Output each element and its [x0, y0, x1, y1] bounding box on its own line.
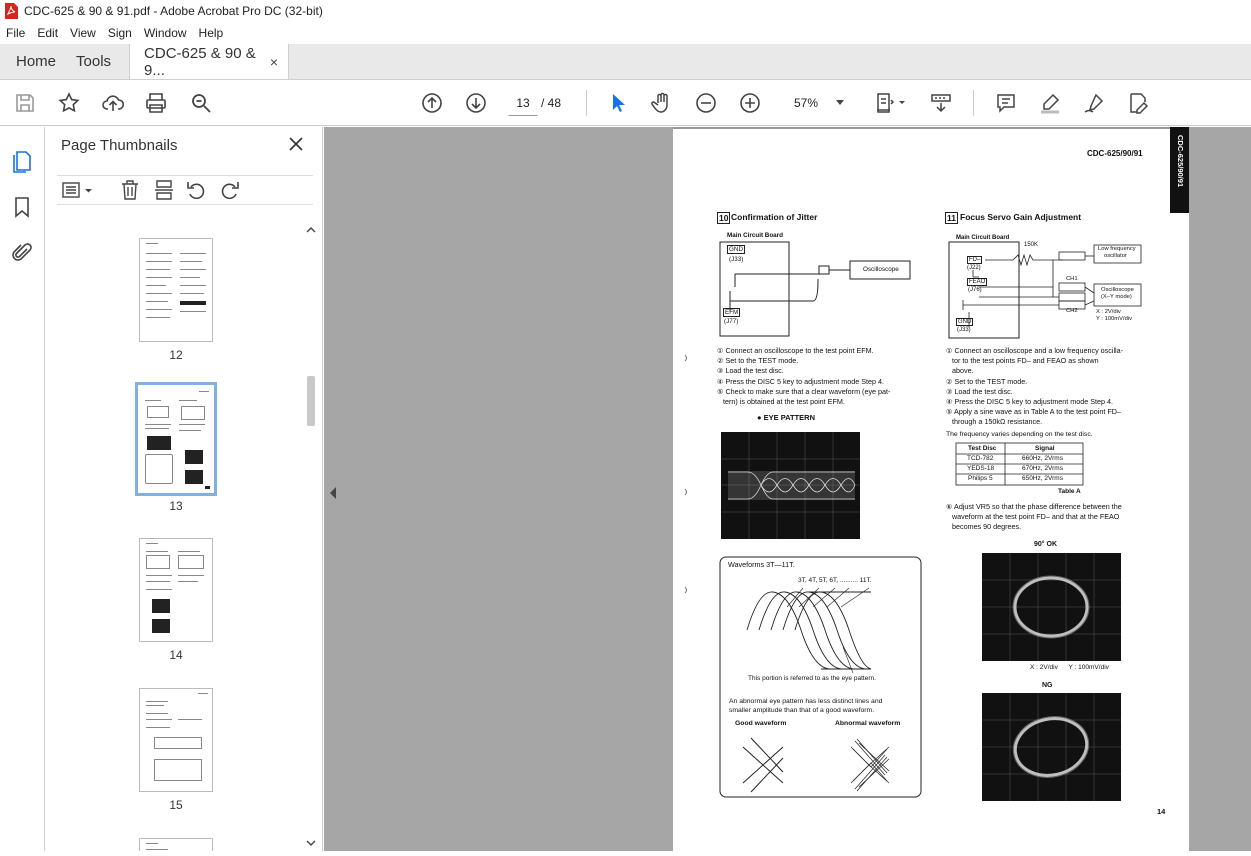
pdf-page	[673, 127, 1189, 851]
right-scope-label: Oscilloscope	[1101, 287, 1134, 293]
thumbnail-label-13: 13	[169, 499, 183, 513]
zoom-level-value: 57%	[794, 96, 819, 110]
table-header-disc: Test Disc	[968, 445, 997, 452]
table-header-signal: Signal	[1035, 445, 1055, 452]
close-tab-icon[interactable]: ×	[269, 53, 279, 70]
page-thumbnails-icon[interactable]	[10, 149, 34, 173]
ch1-label: CH1	[1066, 276, 1078, 282]
frequency-note: The frequency varies depending on the test disc.	[946, 431, 1093, 438]
rotate-right-icon[interactable]	[219, 179, 241, 206]
close-panel-icon[interactable]	[289, 135, 303, 156]
scroll-mode-icon[interactable]	[928, 90, 954, 116]
extract-page-icon[interactable]	[153, 179, 175, 206]
right-step-6b: waveform at the test point FD– and that at the FEAO	[946, 512, 1120, 521]
left-j33-label: (J33)	[729, 256, 744, 263]
upload-cloud-icon[interactable]	[100, 90, 126, 116]
attachments-icon[interactable]	[10, 241, 34, 265]
thumbnail-list	[55, 222, 310, 851]
tab-document[interactable]	[129, 44, 289, 79]
thumbnail-toolbar	[57, 175, 313, 205]
menu-sign[interactable]: Sign	[107, 26, 132, 40]
right-step-1b: tor to the test points FD– and FEAO as shown	[946, 356, 1099, 366]
left-board-label: Main Circuit Board	[727, 232, 783, 239]
ng-label: NG	[1042, 682, 1053, 689]
panel-title: Page Thumbnails	[61, 137, 178, 154]
left-step-1: ① Connect an oscilloscope to the test point EFM.	[717, 346, 874, 355]
menu-bar	[0, 22, 1251, 44]
toolbar-divider	[586, 90, 587, 116]
table-row-3-disc: Philips 5	[968, 475, 993, 482]
page-thumbnails-panel	[45, 127, 323, 851]
menu-help[interactable]: Help	[198, 26, 224, 40]
tab-home[interactable]: Home	[16, 53, 57, 70]
save-icon[interactable]	[12, 90, 38, 116]
lfo-label-2: oscillator	[1104, 253, 1127, 259]
side-tab-label: CDC-625/90/91	[1176, 135, 1185, 188]
section-number-11: 11	[947, 213, 956, 223]
right-step-1c: above.	[946, 366, 974, 376]
thumbnail-page-14[interactable]	[139, 538, 213, 642]
abnormal-note-1: An abnormal eye pattern has less distinct lines and	[729, 698, 883, 705]
right-step-4: ④ Press the DISC 5 key to adjustment mode Step 4.	[946, 397, 1114, 407]
abnormal-waveform-label: Abnormal waveform	[835, 720, 901, 727]
section-title-jitter: Confirmation of Jitter	[731, 212, 818, 222]
left-gnd-label: GND	[729, 246, 743, 253]
right-fd-label: FD–	[969, 257, 981, 263]
thumbnail-page-15[interactable]	[139, 688, 213, 792]
tab-bar	[0, 44, 1251, 80]
abnormal-note-2: smaller amplitude than that of a good waveform.	[729, 707, 875, 714]
left-step-4: ④ Press the DISC 5 key to adjustment mode Step 4.	[717, 376, 885, 386]
menu-window[interactable]: Window	[143, 26, 187, 40]
resistor-label: 150K	[1024, 242, 1039, 248]
right-step-3: ③ Load the test disc.	[946, 386, 1013, 396]
menu-view[interactable]: View	[70, 26, 96, 40]
waveforms-title: Waveforms 3T—11T.	[728, 560, 795, 569]
tab-document-label: CDC-625 & 90 & 9...	[144, 44, 256, 79]
right-scope-mode: (X–Y mode)	[1101, 294, 1132, 300]
zoom-level-select[interactable]	[786, 90, 850, 116]
sign-pen-icon[interactable]	[1081, 90, 1107, 116]
right-step-2: ② Set to the TEST mode.	[946, 376, 1028, 386]
delete-page-icon[interactable]	[119, 179, 141, 206]
tab-tools[interactable]: Tools	[76, 53, 112, 70]
select-cursor-icon[interactable]	[605, 90, 631, 116]
ok-label: 90° OK	[1034, 541, 1058, 548]
lfo-label: Low frequency	[1098, 246, 1136, 252]
thumbnail-page-16[interactable]	[139, 838, 213, 851]
left-scope-label: Oscilloscope	[863, 266, 899, 273]
table-row-1-signal: 660Hz, 2Vrms	[1022, 455, 1063, 462]
table-caption: Table A	[1058, 488, 1081, 495]
bookmarks-icon[interactable]	[10, 195, 34, 219]
good-waveform-label: Good waveform	[735, 720, 787, 727]
thumbnail-page-12[interactable]	[139, 238, 213, 342]
zoom-out-icon[interactable]	[693, 90, 719, 116]
page-total: / 48	[541, 96, 562, 110]
menu-edit[interactable]: Edit	[37, 26, 59, 40]
bookmark-star-icon[interactable]	[56, 90, 82, 116]
table-row-3-signal: 650Hz, 2Vrms	[1022, 475, 1063, 482]
left-navigation-rail	[0, 127, 45, 851]
toolbar-divider	[973, 90, 974, 116]
thumbnail-label-14: 14	[169, 648, 183, 662]
left-step-2: ② Set to the TEST mode.	[717, 356, 799, 366]
xdiv-label: X : 2V/div	[1096, 309, 1121, 315]
collapse-panel-icon[interactable]	[328, 486, 338, 500]
acrobat-pdf-icon	[4, 3, 18, 19]
left-step-3: ③ Load the test disc.	[717, 366, 784, 376]
thumbnail-page-13[interactable]	[135, 382, 217, 496]
right-gnd-label: GND	[958, 319, 972, 325]
ok-axes-label: X : 2V/div Y : 100mV/div	[1030, 664, 1109, 671]
page-number: 14	[1157, 807, 1166, 816]
left-steps	[717, 346, 927, 407]
thumbnail-options-icon[interactable]	[61, 179, 95, 206]
section-number-10: 10	[719, 213, 729, 223]
edit-pdf-icon[interactable]	[1125, 90, 1151, 116]
right-steps	[946, 346, 1156, 428]
ydiv-label: Y : 100mV/div	[1096, 316, 1132, 322]
left-step-5: ⑤ Check to make sure that a clear waveform (eye pat-	[717, 386, 891, 396]
next-page-icon[interactable]	[463, 90, 489, 116]
right-j33-label: (J33)	[957, 327, 971, 333]
print-icon[interactable]	[143, 90, 169, 116]
chevron-down-icon	[836, 100, 844, 106]
ch2-label: CH2	[1066, 308, 1078, 314]
menu-file[interactable]: File	[6, 26, 26, 40]
hand-tool-icon[interactable]	[649, 90, 675, 116]
right-board-label: Main Circuit Board	[956, 235, 1010, 241]
right-step-5b: through a 150kΩ resistance.	[946, 417, 1043, 427]
eye-pattern-note: This portion is referred to as the eye pattern.	[748, 675, 876, 682]
left-step-5b: tern) is obtained at the test point EFM.	[717, 397, 845, 407]
page-header: CDC-625/90/91	[1087, 149, 1143, 158]
thumbnail-scrollbar[interactable]	[303, 222, 319, 851]
highlight-pen-icon[interactable]	[1037, 90, 1063, 116]
main-toolbar	[0, 80, 1251, 126]
title-bar	[0, 0, 1251, 22]
zoom-in-icon[interactable]	[737, 90, 763, 116]
previous-page-icon[interactable]	[419, 90, 445, 116]
right-feao-label: FEAO	[969, 279, 986, 285]
page-number-input[interactable]: 13	[508, 90, 538, 116]
right-step-5: ⑤ Apply a sine wave as in Table A to the test point FD–	[946, 407, 1121, 417]
table-row-2-signal: 670Hz, 2Vrms	[1022, 465, 1063, 472]
waveforms-subtitle: 3T, 4T, 5T, 6T, .......... 11T.	[798, 577, 872, 584]
right-step-1: ① Connect an oscilloscope and a low frequency oscilla-	[946, 346, 1124, 355]
right-step-6c: becomes 90 degrees.	[946, 522, 1022, 531]
section-title-focus: Focus Servo Gain Adjustment	[960, 212, 1082, 222]
rotate-left-icon[interactable]	[185, 179, 207, 206]
table-row-2-disc: YEDS-18	[967, 465, 995, 472]
eye-pattern-title: ● EYE PATTERN	[757, 413, 816, 422]
right-j22-label: (J22)	[967, 265, 981, 271]
thumbnail-label-15: 15	[169, 798, 183, 812]
table-row-1-disc: TCD-782	[967, 455, 994, 462]
right-step-6a: ⑥ Adjust VR5 so that the phase difference between the	[946, 502, 1122, 511]
right-j76-label: (J76)	[968, 287, 982, 293]
page-fit-icon[interactable]	[872, 90, 908, 116]
thumbnail-label-12: 12	[169, 348, 183, 362]
comment-icon[interactable]	[993, 90, 1019, 116]
left-j77-label: (J77)	[724, 318, 739, 325]
left-efm-label: EFM	[725, 309, 739, 316]
zoom-search-icon[interactable]	[188, 90, 214, 116]
window-title: CDC-625 & 90 & 91.pdf - Adobe Acrobat Pro DC (32-bit)	[24, 4, 323, 18]
